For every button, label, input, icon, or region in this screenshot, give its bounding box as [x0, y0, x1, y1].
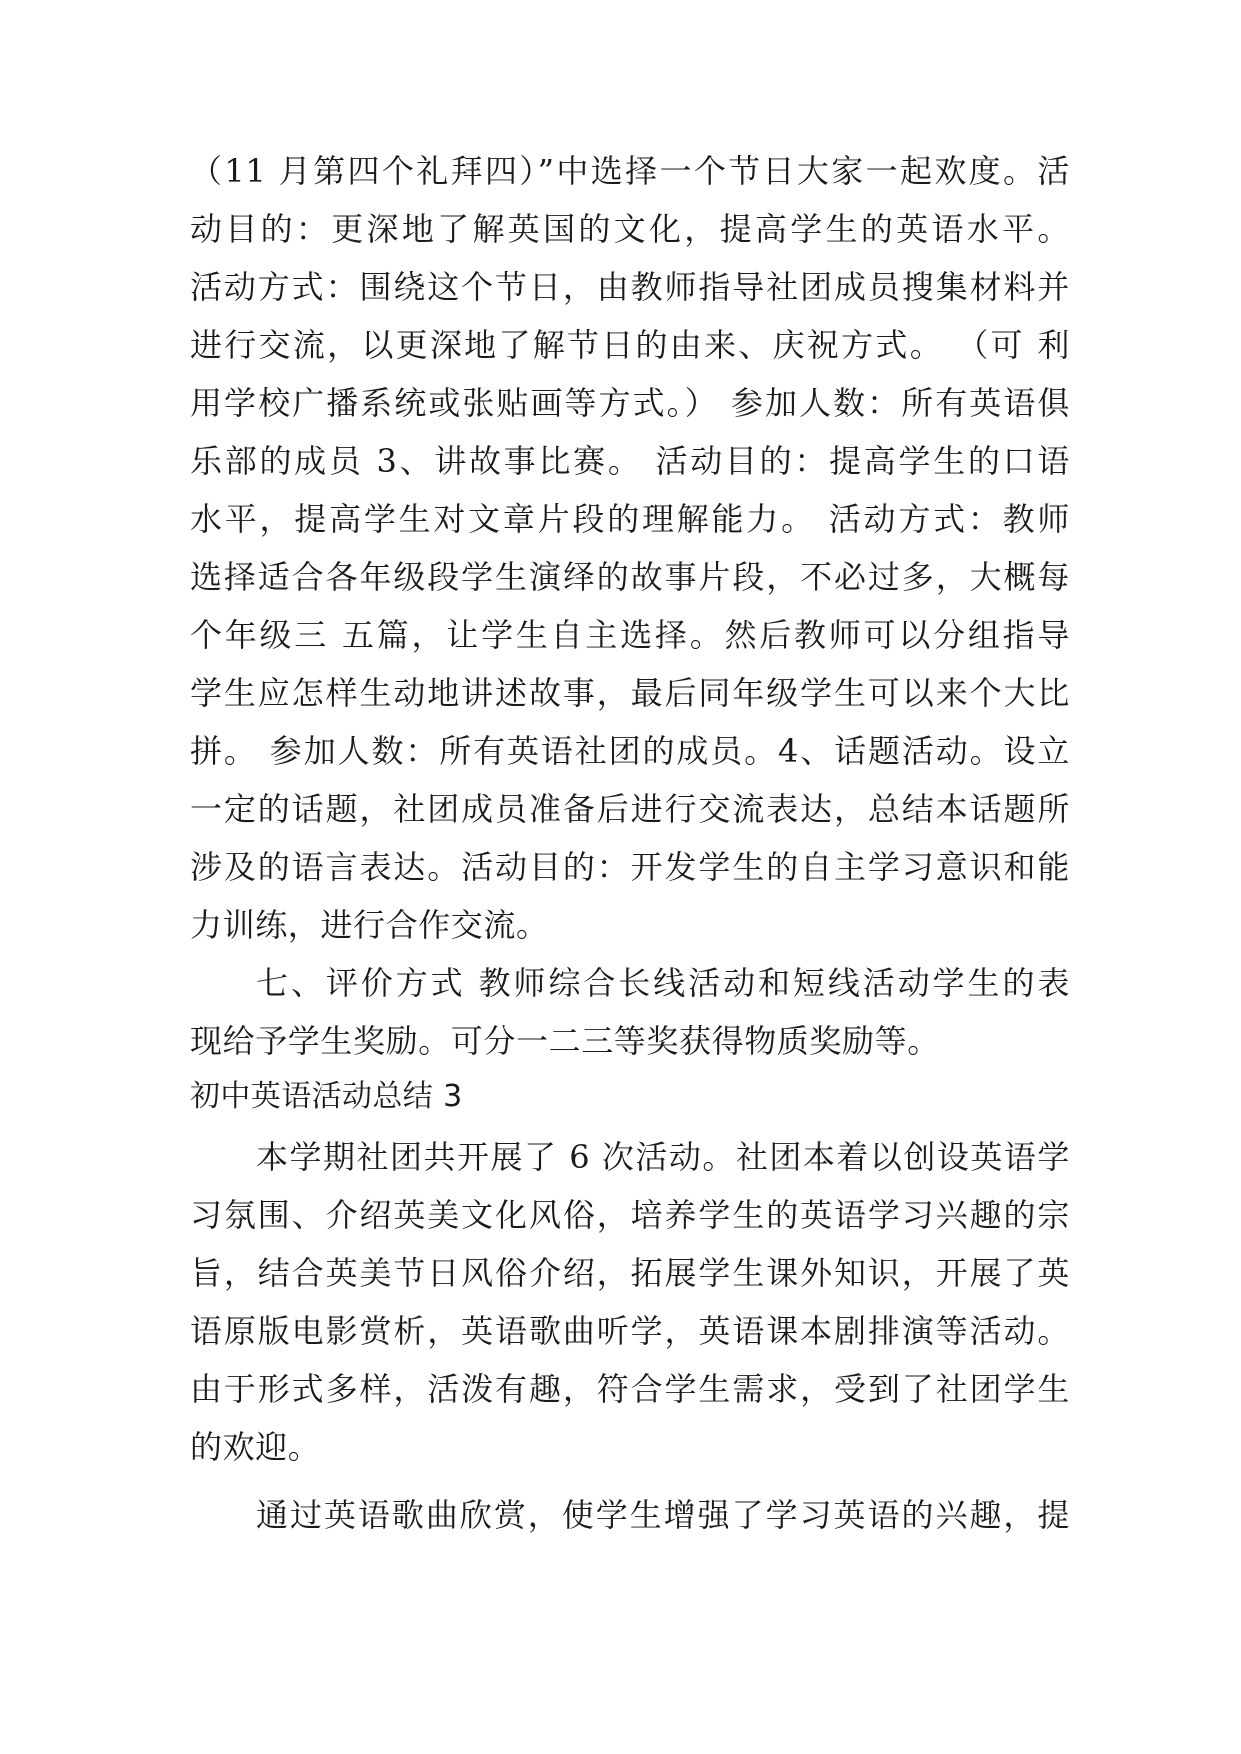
text-line: 学生应怎样生动地讲述故事，最后同年级学生可以来个大比 — [190, 674, 1070, 712]
text-line: 语原版电影赏析，英语歌曲听学，英语课本剧排演等活动。 — [190, 1312, 1070, 1350]
text-line: 选择适合各年级段学生演绎的故事片段，不必过多，大概每 — [190, 558, 1070, 596]
text-line: 旨，结合英美节日风俗介绍，拓展学生课外知识，开展了英 — [190, 1254, 1070, 1292]
text-line: 拼。 参加人数：所有英语社团的成员。4、话题活动。设立 — [190, 732, 1070, 770]
text-line: 用学校广播系统或张贴画等方式。） 参加人数：所有英语俱 — [190, 384, 1070, 422]
text-line: 乐部的成员 3、讲故事比赛。 活动目的：提高学生的口语 — [190, 442, 1070, 480]
text-line: 力训练，进行合作交流。 — [190, 906, 549, 944]
text-line: 现给予学生奖励。可分一二三等奖获得物质奖励等。 — [190, 1022, 940, 1060]
section-title: 初中英语活动总结 3 — [190, 1079, 463, 1114]
text-line: 涉及的语言表达。活动目的：开发学生的自主学习意识和能 — [190, 848, 1070, 886]
text-line: 由于形式多样，活泼有趣，符合学生需求，受到了社团学生 — [190, 1370, 1070, 1408]
text-line: 个年级三 五篇，让学生自主选择。然后教师可以分组指导 — [190, 616, 1070, 654]
text-line: 进行交流，以更深地了解节日的由来、庆祝方式。 （可 利 — [190, 326, 1070, 364]
text-line: 一定的话题，社团成员准备后进行交流表达，总结本话题所 — [190, 790, 1070, 828]
text-line: 习氛围、介绍英美文化风俗，培养学生的英语学习兴趣的宗 — [190, 1196, 1070, 1234]
text-line: 的欢迎。 — [190, 1428, 321, 1466]
paragraph-start-line: 通过英语歌曲欣赏，使学生增强了学习英语的兴趣，提 — [256, 1496, 1070, 1534]
text-line: 动目的：更深地了解英国的文化，提高学生的英语水平。 — [190, 210, 1070, 248]
text-line: 水平，提高学生对文章片段的理解能力。 活动方式：教师 — [190, 500, 1070, 538]
section-heading-line: 七、评价方式 教师综合长线活动和短线活动学生的表 — [256, 964, 1070, 1002]
text-line: （11 月第四个礼拜四）”中选择一个节日大家一起欢度。活 — [190, 152, 1070, 190]
text-line: 活动方式：围绕这个节日，由教师指导社团成员搜集材料并 — [190, 268, 1070, 306]
paragraph-start-line: 本学期社团共开展了 6 次活动。社团本着以创设英语学 — [256, 1138, 1070, 1176]
